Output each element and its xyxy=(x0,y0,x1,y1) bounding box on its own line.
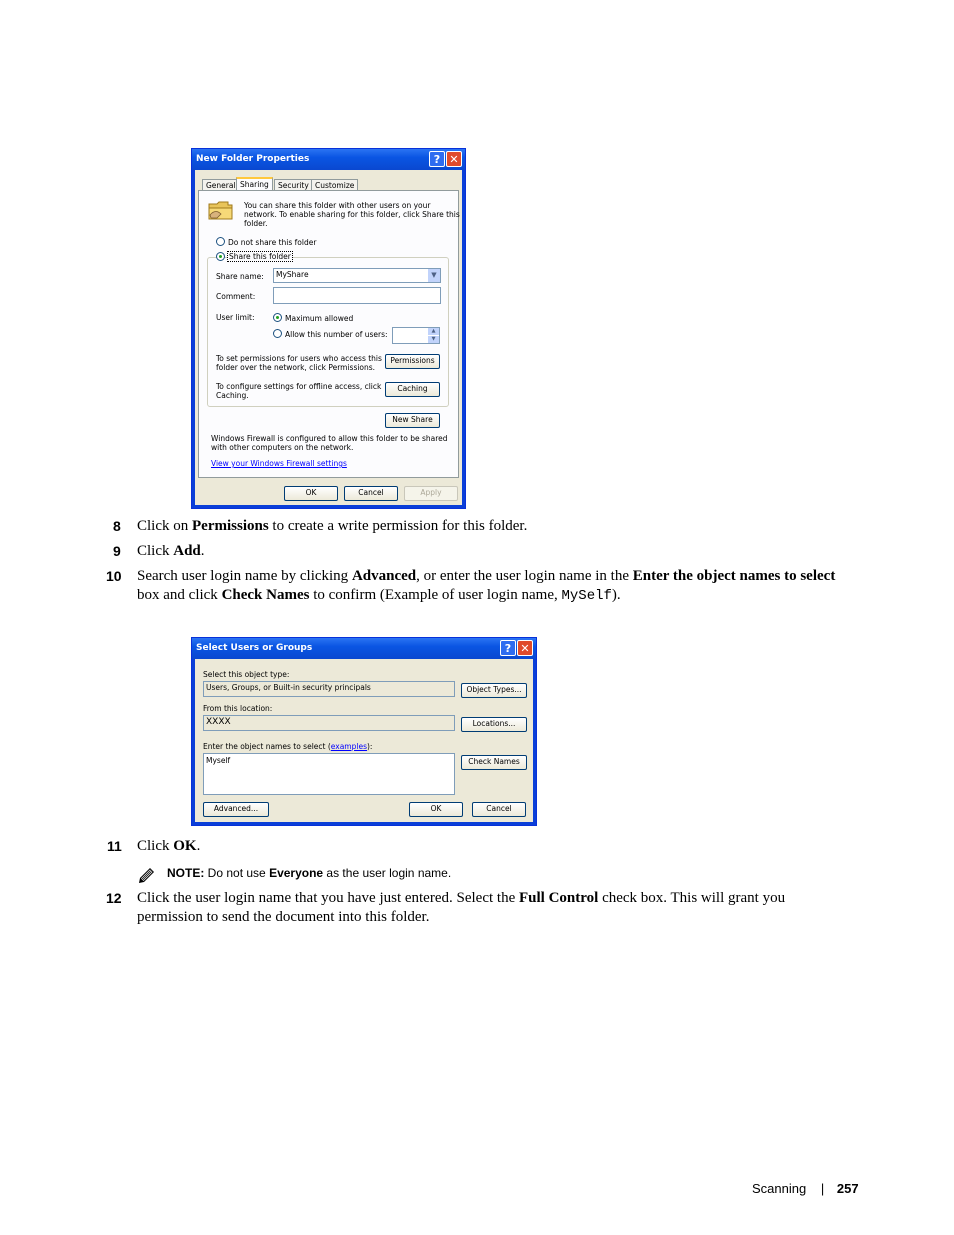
tab-sharing[interactable]: Sharing xyxy=(236,177,273,191)
check-names-keyword: Check Names xyxy=(221,587,310,603)
dialog-title: New Folder Properties xyxy=(196,154,310,164)
step-10-line2: box and click Check Names to confirm (Example of user login name, MySelf). xyxy=(137,587,621,604)
ok-button[interactable]: OK xyxy=(409,802,463,817)
info-text-line3: folder. xyxy=(244,219,268,228)
permissions-text-line1: To set permissions for users who access this xyxy=(216,354,382,363)
dialog2-body xyxy=(195,659,533,822)
dialog-titlebar[interactable] xyxy=(192,149,465,170)
full-control-keyword: Full Control xyxy=(518,890,599,906)
maximum-allowed-label[interactable]: Maximum allowed xyxy=(285,314,354,323)
help-button[interactable]: ? xyxy=(429,151,445,167)
info-text-line2: network. To enable sharing for this folder, click Share this xyxy=(244,210,460,219)
tab-general[interactable]: General xyxy=(202,179,240,191)
share-name-label: Share name: xyxy=(216,272,264,281)
footer-section: Scanning xyxy=(752,1181,807,1196)
advanced-button[interactable]: Advanced... xyxy=(203,802,269,817)
permissions-button[interactable]: Permissions xyxy=(385,354,440,369)
sharing-panel xyxy=(198,190,459,478)
share-name-select[interactable] xyxy=(273,268,441,283)
cancel-button[interactable]: Cancel xyxy=(344,486,398,501)
close-button[interactable]: ✕ xyxy=(517,640,533,656)
myself-code: MySelf xyxy=(561,588,612,604)
step-9-number: 9 xyxy=(113,543,121,559)
permissions-keyword: Permissions xyxy=(192,518,269,534)
allow-number-radio[interactable] xyxy=(273,329,282,338)
object-types-button[interactable]: Object Types... xyxy=(461,683,527,698)
user-limit-label: User limit: xyxy=(216,313,255,322)
cancel-button[interactable]: Cancel xyxy=(472,802,526,817)
share-folder-radio[interactable] xyxy=(216,252,225,261)
ok-button[interactable]: OK xyxy=(284,486,338,501)
object-type-label: Select this object type: xyxy=(203,670,290,679)
step-12-line1: Click the user login name that you have just entered. Select the Full Control check box. This will grant you xyxy=(137,890,786,906)
step-8-text: Click on Permissions to create a write permission for this folder. xyxy=(137,518,528,534)
caching-text-line2: Caching. xyxy=(216,391,249,400)
close-button[interactable]: ✕ xyxy=(446,151,462,167)
step-10-number: 10 xyxy=(106,568,122,584)
chevron-down-icon[interactable]: ▼ xyxy=(428,269,440,282)
object-names-textarea[interactable]: Myself xyxy=(203,753,455,795)
allow-number-label[interactable]: Allow this number of users: xyxy=(285,330,388,339)
footer-separator: | xyxy=(820,1181,825,1196)
step-12-number: 12 xyxy=(106,890,122,906)
caching-button[interactable]: Caching xyxy=(385,382,440,397)
spinner-up-icon[interactable]: ▲ xyxy=(428,328,439,335)
locations-button[interactable]: Locations... xyxy=(461,717,527,732)
examples-link[interactable]: examples xyxy=(330,742,367,751)
comment-input[interactable] xyxy=(273,287,441,304)
location-label: From this location: xyxy=(203,704,273,713)
add-keyword: Add xyxy=(173,543,201,559)
do-not-share-label[interactable]: Do not share this folder xyxy=(228,238,317,247)
user-count-spinner[interactable] xyxy=(392,327,440,344)
enter-object-names-keyword: Enter the object names to select xyxy=(632,568,836,584)
check-names-button[interactable]: Check Names xyxy=(461,755,527,770)
tab-security[interactable]: Security xyxy=(274,179,313,191)
new-folder-properties-dialog xyxy=(191,148,466,509)
shared-folder-icon xyxy=(208,199,234,221)
info-text-line1: You can share this folder with other users on your xyxy=(244,201,431,210)
caching-text-line1: To configure settings for offline access, click xyxy=(216,382,382,391)
dialog2-titlebar[interactable] xyxy=(192,638,536,659)
step-11-text: Click OK. xyxy=(137,838,201,854)
step-10-line1: Search user login name by clicking Advanced, or enter the user login name in the Enter the object names to select xyxy=(137,568,836,584)
tab-customize[interactable]: Customize xyxy=(311,179,358,191)
new-share-button[interactable]: New Share xyxy=(385,413,440,428)
comment-label: Comment: xyxy=(216,292,256,301)
dialog2-title: Select Users or Groups xyxy=(196,643,313,653)
permissions-text-line2: folder over the network, click Permissions. xyxy=(216,363,376,372)
do-not-share-radio[interactable] xyxy=(216,237,225,246)
page-number: 257 xyxy=(836,1181,859,1196)
step-9-text: Click Add. xyxy=(137,543,205,559)
share-name-value: MyShare xyxy=(276,270,309,279)
location-field: XXXX xyxy=(203,715,455,731)
page-footer xyxy=(752,1181,859,1196)
note-text: NOTE: Do not use Everyone as the user login name. xyxy=(167,866,452,880)
everyone-keyword: Everyone xyxy=(269,866,324,880)
step-11-number: 11 xyxy=(107,838,122,854)
apply-button[interactable]: Apply xyxy=(404,486,458,501)
share-folder-label[interactable]: Share this folder xyxy=(229,252,291,261)
step-8-number: 8 xyxy=(113,518,121,534)
note-label: NOTE: xyxy=(167,866,205,880)
firewall-text-line1: Windows Firewall is configured to allow this folder to be shared xyxy=(211,434,448,443)
firewall-settings-link[interactable]: View your Windows Firewall settings xyxy=(211,459,347,468)
firewall-text-line2: with other computers on the network. xyxy=(211,443,354,452)
select-users-dialog xyxy=(191,637,537,826)
note-pencil-icon xyxy=(137,865,157,885)
maximum-allowed-radio[interactable] xyxy=(273,313,282,322)
object-type-field: Users, Groups, or Built-in security principals xyxy=(203,681,455,697)
dialog-body xyxy=(195,170,462,505)
help-button[interactable]: ? xyxy=(500,640,516,656)
spinner-down-icon[interactable]: ▼ xyxy=(428,336,439,343)
advanced-keyword: Advanced xyxy=(351,568,417,584)
ok-keyword: OK xyxy=(173,838,197,854)
enter-names-label: Enter the object names to select (examples): xyxy=(203,742,373,751)
step-12-line2: permission to send the document into this folder. xyxy=(137,909,430,925)
